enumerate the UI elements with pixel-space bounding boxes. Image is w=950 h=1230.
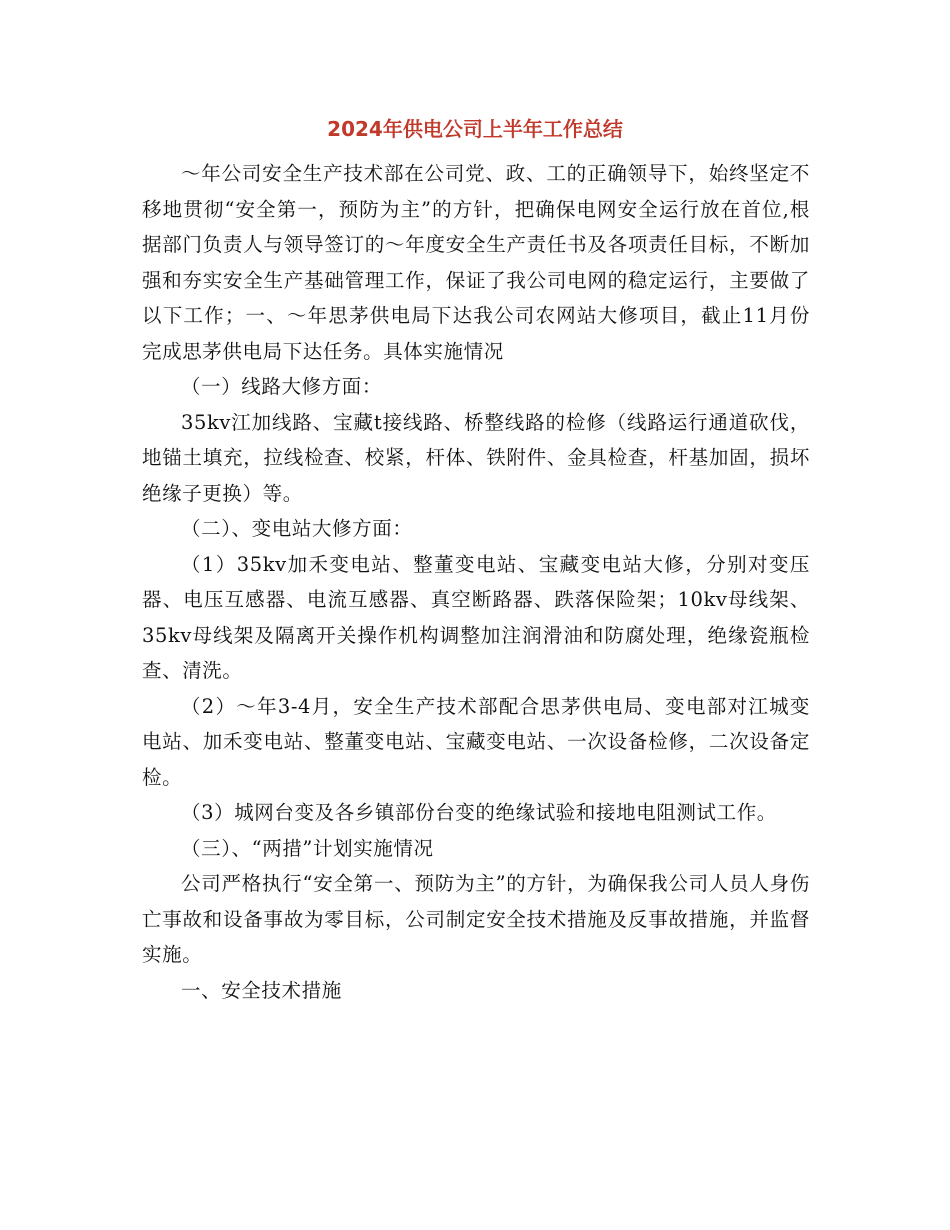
substation-item-3: （3）城网台变及各乡镇部份台变的绝缘试验和接地电阻测试工作。 bbox=[181, 801, 777, 824]
section-heading-two-measures: （三）、“两措”计划实施情况 bbox=[181, 836, 434, 860]
section-heading-substation-repair: （二）、变电站大修方面： bbox=[181, 517, 413, 540]
two-measures-paragraph: 公司严格执行“安全第一、预防为主”的方针，为确保我公司人员人身伤亡事故和设备事故为零目标，公司制定安全技术措施及反事故措施，并监督实施。 bbox=[142, 872, 810, 966]
document-title: 2024年供电公司上半年工作总结 bbox=[327, 117, 623, 141]
document-body bbox=[142, 156, 810, 1008]
section-heading-line-repair: （一）线路大修方面： bbox=[181, 375, 383, 398]
section-heading-safety-measures: 一、安全技术措施 bbox=[181, 978, 342, 1002]
line-repair-paragraph: 35kv江加线路、宝藏t接线路、桥整线路的检修（线路运行通道砍伐，地锚土填充，拉线检查、校紧，杆体、铁附件、金具检查，杆基加固，损坏绝缘子更换）等。 bbox=[142, 410, 810, 505]
substation-item-2: （2）～年3-4月，安全生产技术部配合思茅供电局、变电部对江城变电站、加禾变电站、整董变电站、宝藏变电站、一次设备检修，二次设备定检。 bbox=[142, 694, 810, 789]
substation-item-1: （1）35kv加禾变电站、整董变电站、宝藏变电站大修，分别对变压器、电压互感器、电流互感器、真空断路器、跌落保险架；10kv母线架、35kv母线架及隔离开关操作机构调整加注润滑油和防腐处理，绝缘瓷瓶检查、清洗。 bbox=[142, 552, 810, 682]
intro-paragraph: ～年公司安全生产技术部在公司党、政、工的正确领导下，始终坚定不移地贯彻“安全第一，预防为主”的方针，把确保电网安全运行放在首位,根据部门负责人与领导签订的～年度安全生产责任书及各项责任目标，不断加强和夯实安全生产基础管理工作，保证了我公司电网的稳定运行，主要做了以下工作；一、～年思茅供电局下达我公司农网站大修项目，截止11月份完成思茅供电局下达任务。具体实施情况 bbox=[142, 162, 810, 363]
